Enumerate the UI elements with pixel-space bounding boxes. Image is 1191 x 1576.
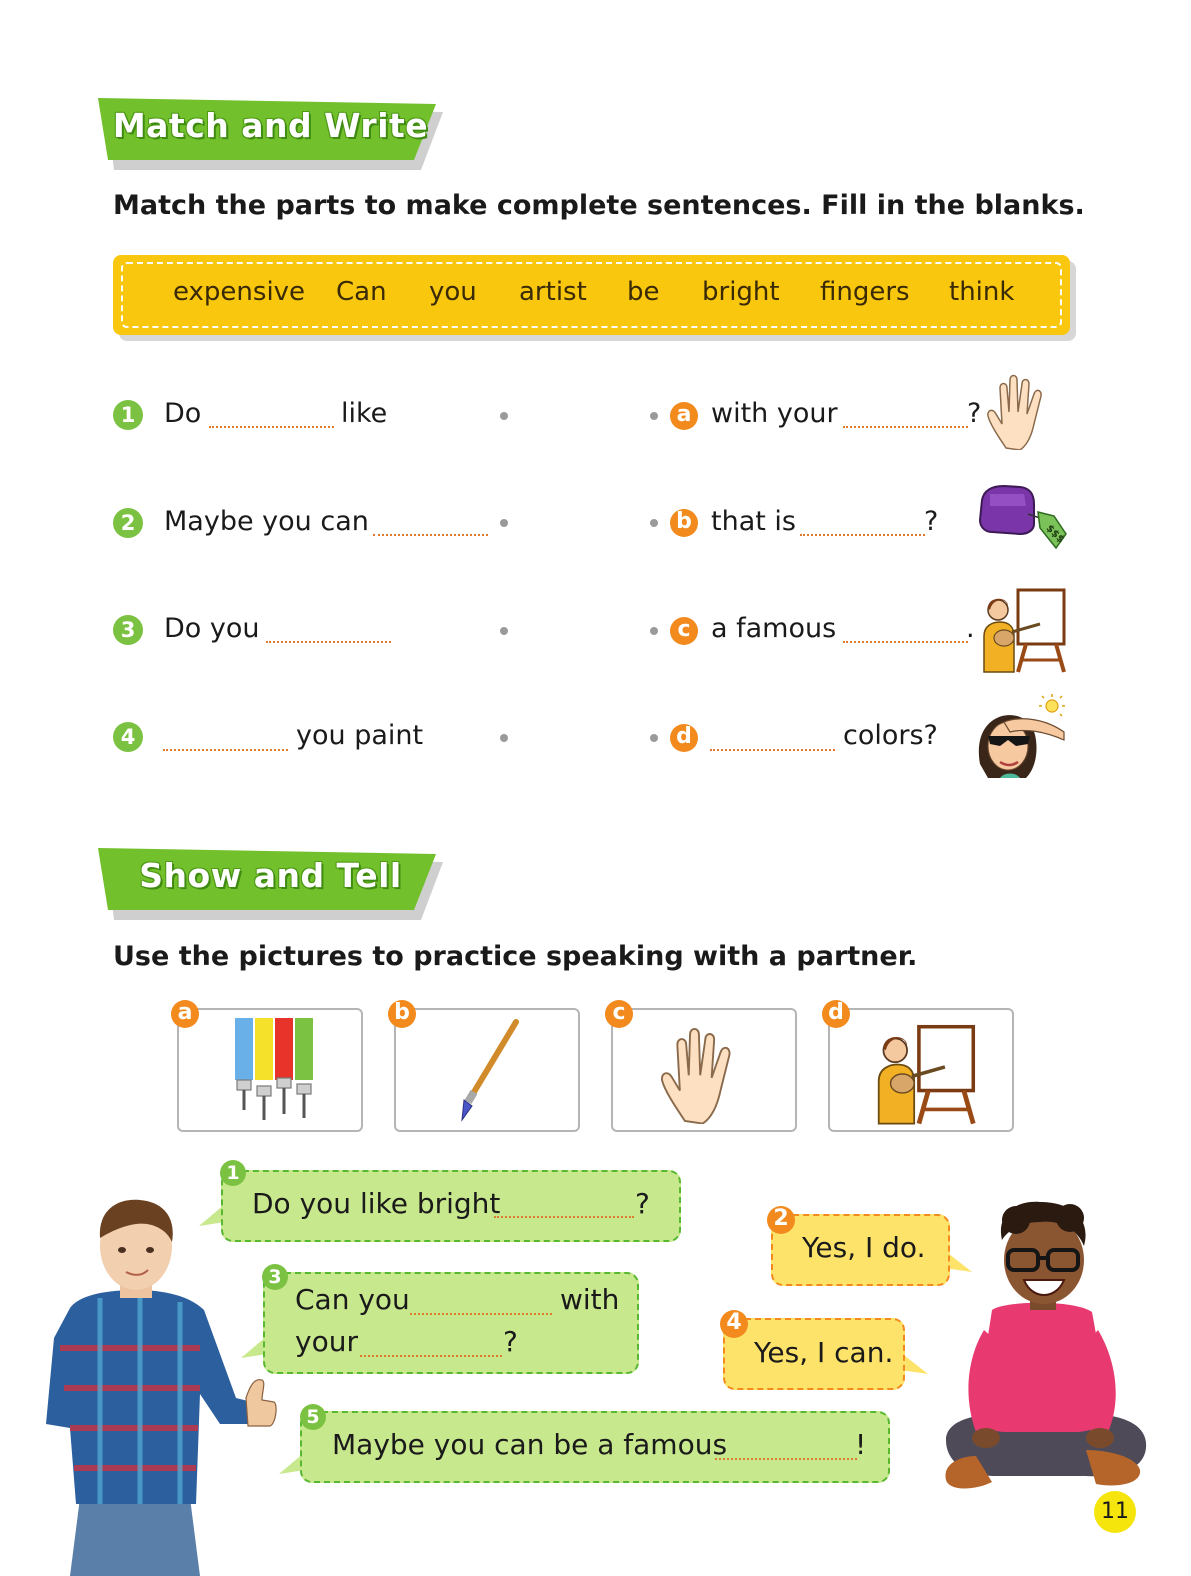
bubble-text: Can you [295,1283,410,1316]
right-item-text: colors? [843,720,938,751]
bubble-text: ? [503,1325,518,1358]
left-item-text: Do [164,398,202,429]
match-dot[interactable] [650,519,658,527]
match-dot[interactable] [500,519,508,527]
right-item-text: . [966,613,975,644]
left-item-text: you paint [296,720,424,751]
fill-in-blank[interactable] [494,1214,634,1218]
bubble-number: 1 [220,1160,246,1186]
bubble-text: Maybe you can be a famous [332,1428,728,1461]
match-and-write-title: Match and Write [112,106,429,145]
show-and-tell-title: Show and Tell [139,856,402,895]
bubble-text: ! [855,1428,867,1461]
match-dot[interactable] [650,734,658,742]
word-bank-item: Can [336,277,387,307]
right-item-text: that is [711,506,796,537]
match-dot[interactable] [650,627,658,635]
picture-card-d [828,1008,1014,1132]
sunglasses-girl-icon [974,692,1070,784]
picture-card-c [611,1008,797,1132]
fill-in-blank[interactable] [715,1456,857,1460]
show-and-tell-banner [98,848,443,910]
item-number: 2 [113,508,143,538]
match-dot[interactable] [500,734,508,742]
fill-in-blank[interactable] [209,424,334,428]
card-letter: a [171,1000,199,1028]
fill-in-blank[interactable] [710,747,835,751]
painter-icon [978,586,1070,674]
bubble-number: 2 [767,1206,795,1234]
fill-in-blank[interactable] [843,639,968,643]
item-number: 4 [113,722,143,752]
fill-in-blank[interactable] [800,532,925,536]
word-bank-item: bright [702,277,780,307]
left-item-text: like [341,398,388,429]
fill-in-blank[interactable] [410,1311,552,1315]
item-letter: d [670,724,698,752]
item-letter: b [670,509,698,537]
bubble-text: Do you like bright [252,1187,501,1220]
svg-text:$$$: $$$ [1043,522,1067,546]
bubble-text: with [560,1283,620,1316]
boy-photo [40,1198,280,1576]
match-dot[interactable] [500,412,508,420]
item-number: 1 [113,400,143,430]
item-letter: c [670,617,698,645]
item-number: 3 [113,615,143,645]
hand-icon [657,1024,751,1124]
bubble-number: 4 [720,1310,748,1338]
bubble-number: 3 [262,1264,288,1290]
price-tag-box-icon [976,482,1068,552]
girl-photo [936,1200,1154,1505]
match-instruction: Match the parts to make complete sentences. Fill in the blanks. [113,190,1085,221]
card-letter: c [605,1000,633,1028]
item-letter: a [670,402,698,430]
bubble-text: Yes, I can. [754,1336,894,1369]
fill-in-blank[interactable] [266,639,391,643]
word-bank-item: you [429,277,477,307]
picture-card-b [394,1008,580,1132]
hand-icon [984,372,1058,450]
paint-rollers-icon [229,1014,319,1126]
word-bank [113,255,1070,335]
fill-in-blank[interactable] [373,532,488,536]
paintbrush-icon [452,1018,522,1122]
bubble-text: Yes, I do. [802,1231,926,1264]
fill-in-blank[interactable] [843,424,968,428]
picture-card-a [177,1008,363,1132]
left-item-text: Do you [164,613,260,644]
word-bank-item: expensive [173,277,306,307]
right-item-text: ? [924,506,939,537]
card-letter: d [822,1000,850,1028]
fill-in-blank[interactable] [360,1353,502,1357]
match-dot[interactable] [650,412,658,420]
word-bank-item: artist [519,277,587,307]
word-bank-item: fingers [820,277,910,307]
card-letter: b [388,1000,416,1028]
match-dot[interactable] [500,627,508,635]
bubble-text: your [295,1325,358,1358]
match-and-write-banner [98,98,443,160]
left-item-text: Maybe you can [164,506,369,537]
fill-in-blank[interactable] [163,747,288,751]
bubble-text: ? [635,1187,650,1220]
right-item-text: a famous [711,613,837,644]
word-bank-item: think [949,277,1015,307]
right-item-text: with your [711,398,838,429]
word-bank-item: be [627,277,660,307]
painter-icon [870,1022,982,1126]
show-instruction: Use the pictures to practice speaking with a partner. [113,941,918,972]
bubble-number: 5 [300,1404,326,1430]
right-item-text: ? [967,398,982,429]
page-number: 11 [1094,1491,1136,1533]
